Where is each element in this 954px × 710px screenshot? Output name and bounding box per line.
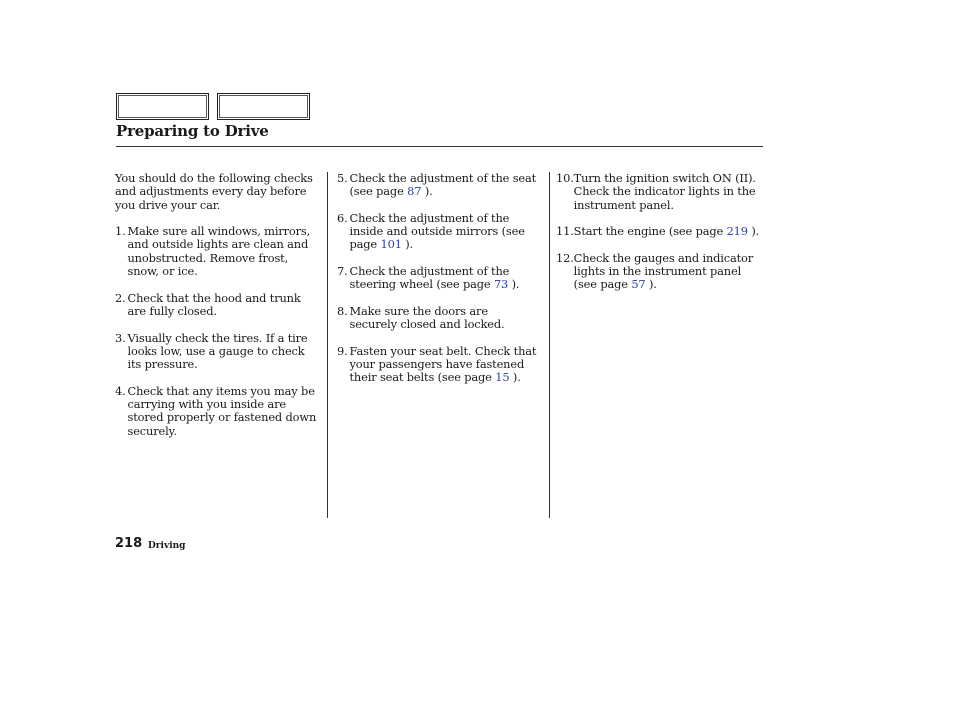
item-text: Check that the hood and trunk are fully closed. bbox=[127, 290, 301, 318]
item-text: Check that any items you may be carrying with you inside are stored properly or fastened down securely. bbox=[127, 383, 317, 438]
item-number: 12. bbox=[556, 250, 574, 265]
nav-button-previous[interactable] bbox=[116, 93, 209, 120]
checklist-item-11 bbox=[556, 225, 761, 238]
page-reference-link[interactable]: 15 bbox=[495, 370, 510, 385]
item-number: 6. bbox=[337, 210, 348, 225]
page-reference-link[interactable]: 219 bbox=[726, 224, 748, 239]
item-text-part: Check the adjustment of the seat (see page bbox=[349, 171, 537, 199]
checklist-item-12 bbox=[556, 252, 761, 292]
item-text-part: ). bbox=[747, 224, 760, 239]
checklist-item-6 bbox=[337, 212, 537, 252]
checklist-item-5 bbox=[337, 172, 537, 199]
checklist-item-7 bbox=[337, 265, 537, 292]
item-text bbox=[574, 252, 761, 292]
item-text-part: ). bbox=[509, 370, 521, 385]
column-divider bbox=[549, 172, 550, 518]
checklist-item-3 bbox=[115, 332, 320, 372]
item-text: Make sure all windows, mirrors, and outside lights are clean and unobstructed. Remove frost, snow, or ice. bbox=[127, 224, 311, 279]
item-number: 2. bbox=[115, 290, 126, 305]
column-divider bbox=[327, 172, 328, 518]
item-text bbox=[574, 225, 761, 238]
item-text: Visually check the tires. If a tire looks low, use a gauge to check its pressure. bbox=[127, 330, 308, 372]
item-text-part: ). bbox=[421, 184, 433, 199]
item-text bbox=[350, 265, 538, 292]
item-text: Make sure the doors are securely closed and locked. bbox=[349, 303, 505, 332]
item-number: 10. bbox=[556, 171, 574, 185]
checklist-item-9 bbox=[337, 345, 537, 385]
item-text-part: ). bbox=[401, 237, 414, 252]
column-2 bbox=[337, 172, 537, 398]
title-divider bbox=[116, 146, 763, 147]
checklist-item-10 bbox=[556, 172, 761, 212]
item-text bbox=[350, 212, 538, 252]
checklist-item-1 bbox=[115, 225, 320, 278]
page-reference-link[interactable]: 57 bbox=[631, 277, 646, 292]
checklist-item-4 bbox=[115, 385, 320, 438]
page-title: Preparing to Drive bbox=[116, 122, 269, 140]
item-text: Turn the ignition switch ON (II). Check the indicator lights in the instrument panel. bbox=[573, 171, 756, 212]
item-text-part: Check the adjustment of the steering wheel (see page bbox=[349, 264, 510, 292]
item-number: 4. bbox=[115, 383, 126, 398]
section-name: Driving bbox=[148, 541, 186, 551]
column-1 bbox=[115, 172, 320, 451]
item-text-part: Check the gauges and indicator lights in the instrument panel (see page bbox=[573, 250, 754, 292]
item-number: 8. bbox=[337, 303, 348, 318]
item-text-part: Fasten your seat belt. Check that your passengers have fastened their seat belts (see page bbox=[349, 343, 537, 385]
item-number: 3. bbox=[115, 330, 126, 345]
page-reference-link[interactable]: 87 bbox=[407, 184, 422, 199]
item-number: 5. bbox=[337, 171, 348, 185]
column-3 bbox=[556, 172, 761, 305]
item-text-part: Start the engine (see page bbox=[573, 224, 727, 239]
page-number: 218 bbox=[115, 536, 143, 551]
intro-text: You should do the following checks and adjustments every day before you drive your car. bbox=[115, 171, 313, 212]
page-reference-link[interactable]: 101 bbox=[380, 237, 402, 252]
item-text bbox=[350, 172, 538, 199]
checklist-item-2 bbox=[115, 292, 320, 319]
item-text-part: ). bbox=[645, 277, 657, 292]
checklist-item-8 bbox=[337, 305, 537, 332]
item-number: 9. bbox=[337, 343, 348, 358]
item-text-part: Check the adjustment of the inside and outside mirrors (see page bbox=[349, 210, 525, 252]
page-reference-link[interactable]: 73 bbox=[493, 277, 509, 292]
item-text-part: ). bbox=[508, 277, 520, 292]
nav-button-next[interactable] bbox=[217, 93, 310, 120]
item-number: 11. bbox=[556, 224, 574, 239]
item-text bbox=[350, 345, 538, 385]
item-number: 7. bbox=[337, 264, 348, 279]
item-number: 1. bbox=[115, 224, 126, 239]
